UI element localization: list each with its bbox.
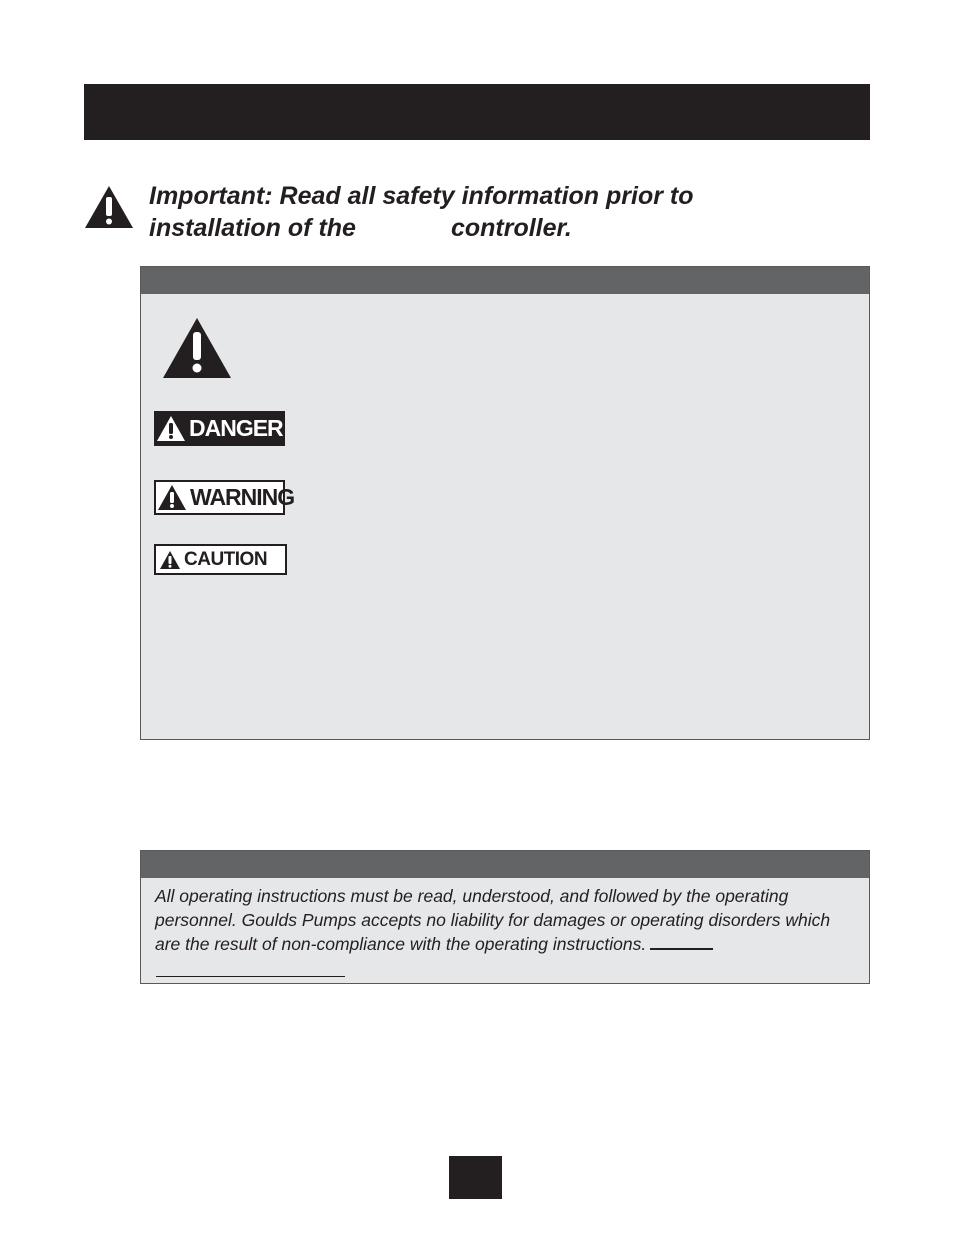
important-line-2	[149, 212, 869, 244]
safety-alert-icon	[161, 316, 233, 380]
important-line-2-start: installation of the	[149, 214, 356, 242]
fill-in-line-2	[156, 976, 345, 977]
important-notice	[149, 180, 869, 244]
warning-triangle-icon	[84, 185, 134, 229]
important-line-1: Important: Read all safety information prior to	[149, 182, 694, 210]
operating-instructions-body: All operating instructions must be read, understood, and followed by the operating personnel. Goulds Pumps accepts no liability for damages or operating disorders which are the result of non-compliance with the operating instructions.	[155, 886, 831, 954]
warning-triangle-small-icon	[157, 484, 187, 511]
page-number-box	[449, 1156, 502, 1199]
danger-badge	[154, 411, 285, 446]
caution-triangle-icon	[159, 550, 181, 570]
important-line-2-end: controller.	[450, 214, 572, 242]
operating-instructions-panel	[140, 850, 870, 984]
safety-symbols-panel	[140, 266, 870, 740]
warning-badge	[154, 480, 295, 515]
fill-in-line	[650, 934, 713, 950]
operating-instructions-text	[155, 884, 855, 956]
safety-panel-header	[141, 267, 869, 294]
danger-label: DANGER	[189, 415, 283, 441]
operating-panel-header	[141, 851, 869, 878]
danger-triangle-icon	[156, 415, 186, 442]
header-bar	[84, 84, 870, 140]
caution-label: CAUTION	[184, 548, 268, 570]
caution-badge	[154, 544, 287, 575]
warning-label: WARNING	[190, 484, 295, 510]
